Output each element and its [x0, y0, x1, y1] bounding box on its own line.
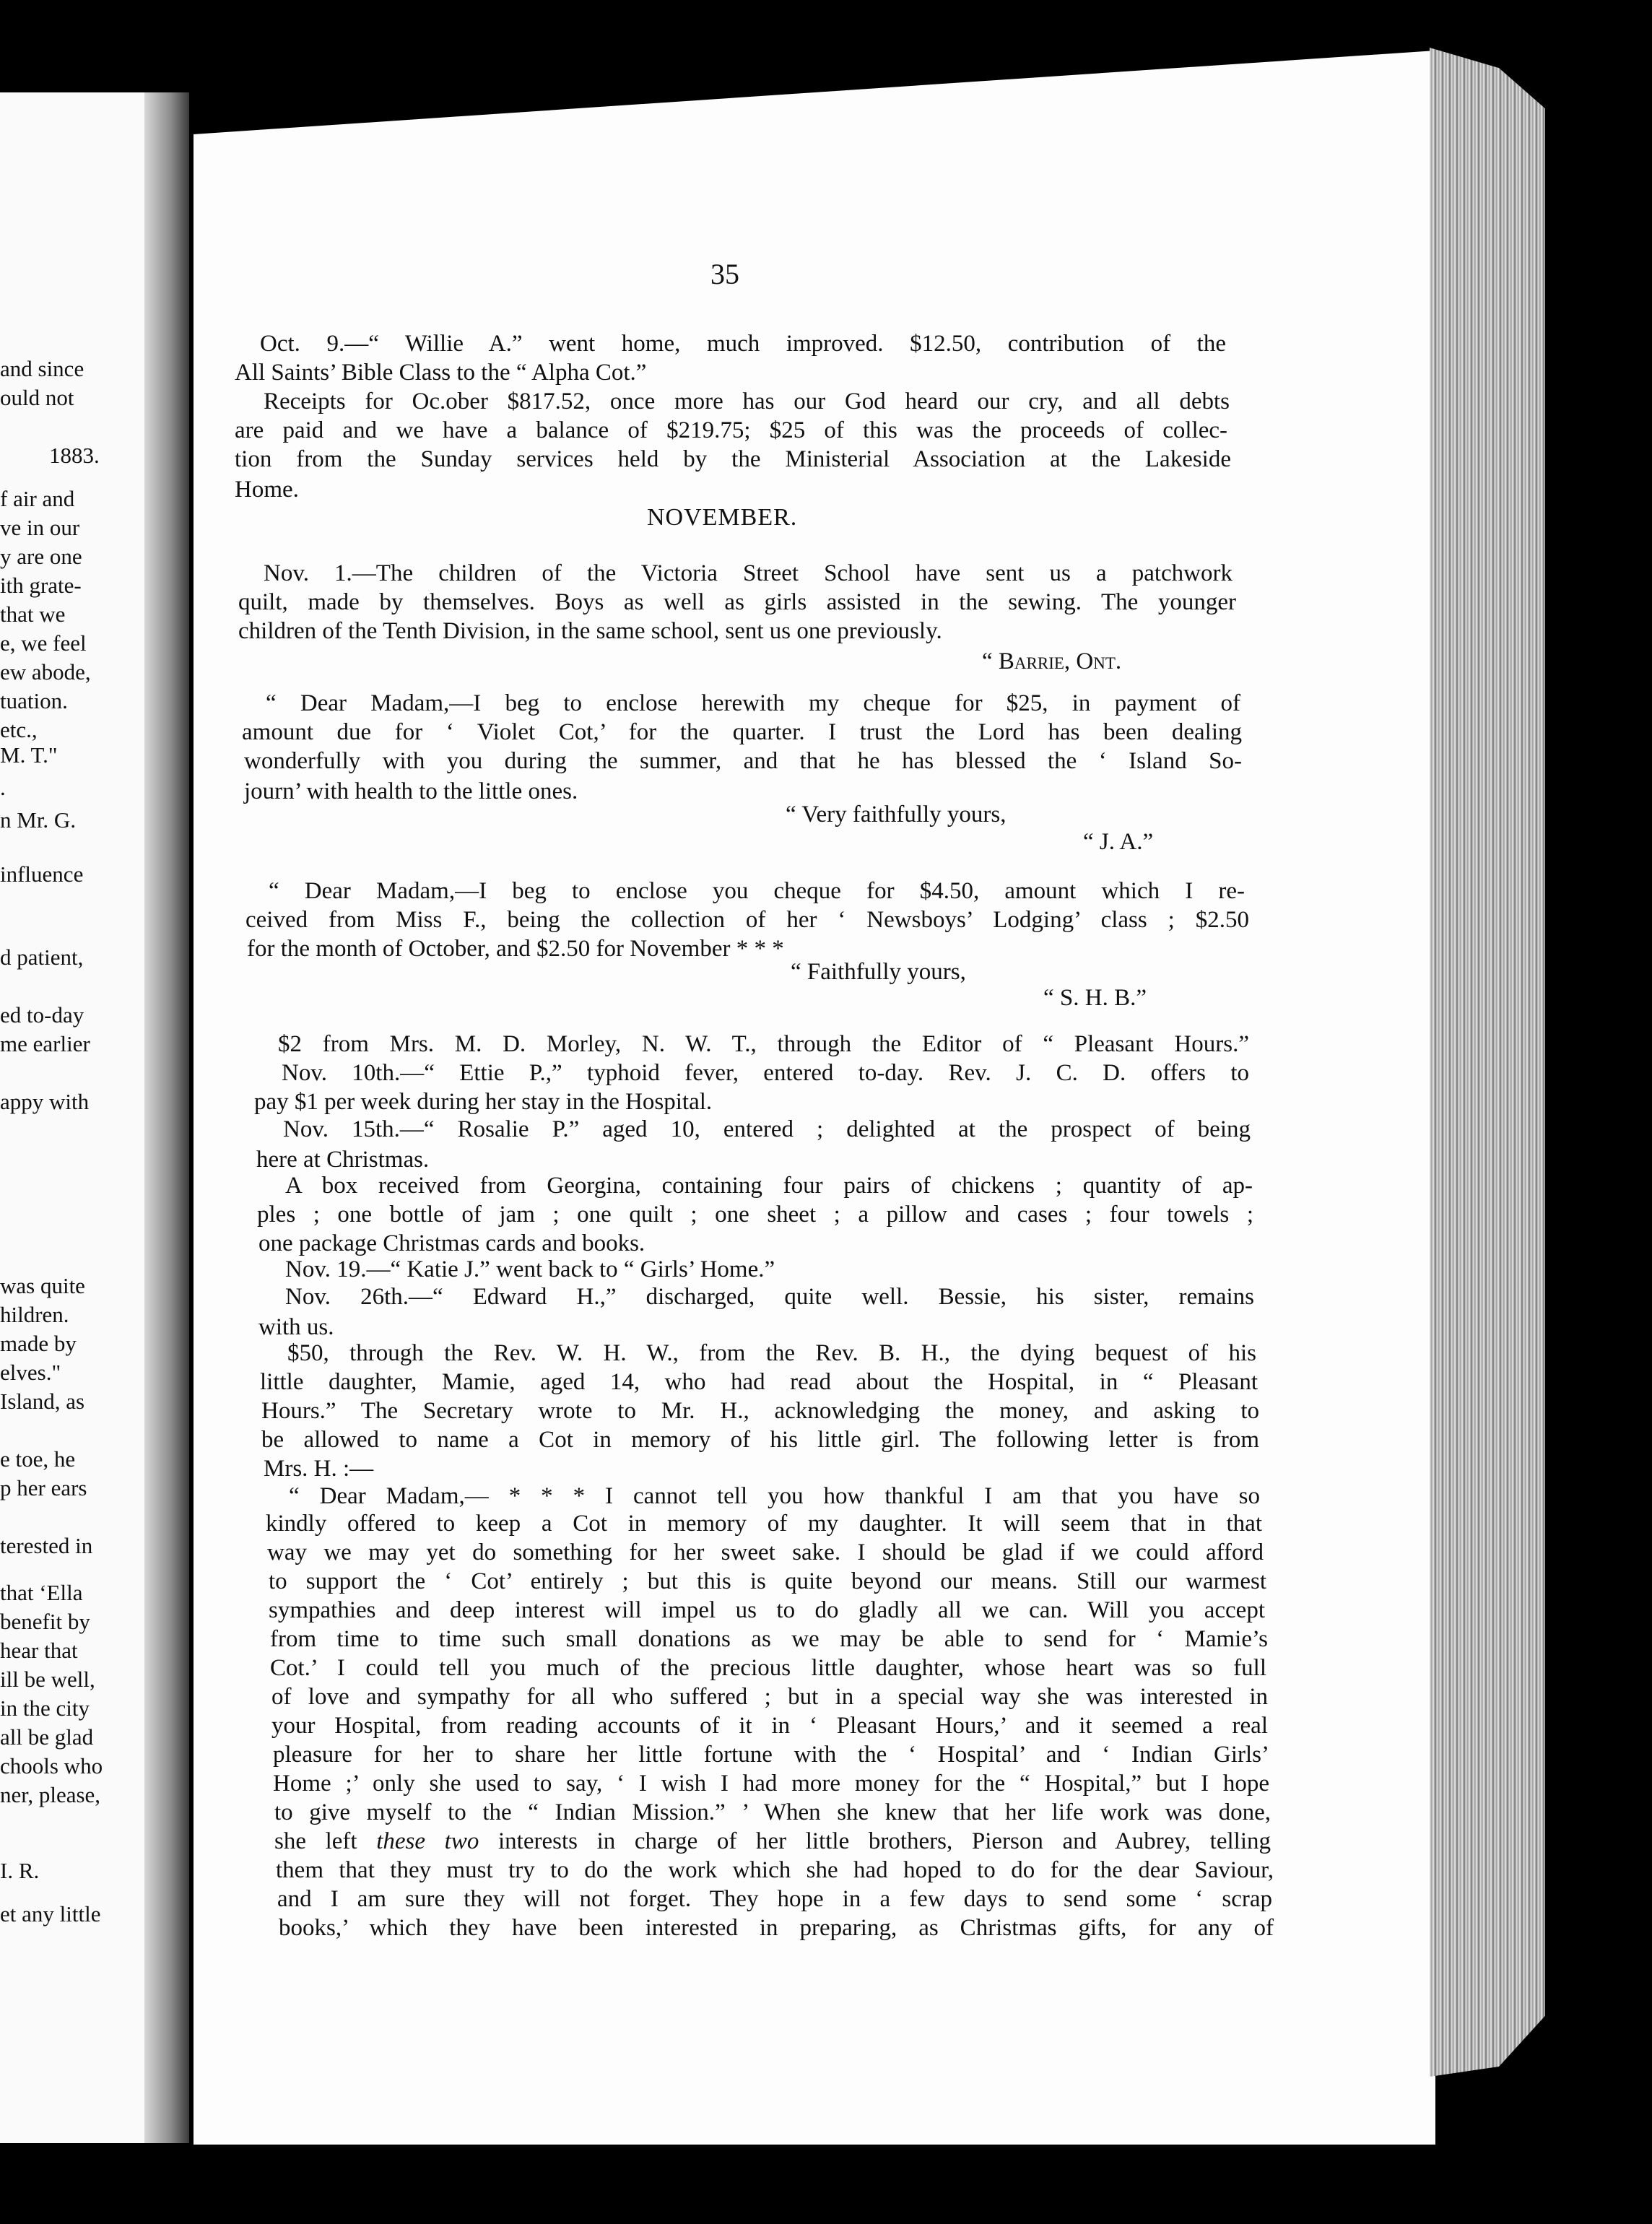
body-line: way we may yet do something for her sweet sake. I should be glad if we could afford [267, 1539, 1264, 1565]
left-page-line: ith grate- [0, 573, 82, 598]
left-page-line: ner, please, [0, 1782, 101, 1807]
body-line: pay $1 per week during her stay in the Hospital. [254, 1089, 713, 1115]
left-page-line: ve in our [0, 515, 80, 540]
left-page-line: influence [0, 861, 84, 887]
left-page-line: e toe, he [0, 1446, 76, 1472]
body-line: Hours.” The Secretary wrote to Mr. H., acknowledging the money, and asking to [261, 1398, 1259, 1424]
page-edges [1430, 48, 1545, 2077]
body-line: Receipts for Oc.ober $817.52, once more has our God heard our cry, and all debts [264, 388, 1230, 414]
body-line: A box received from Georgina, containing four pairs of chickens ; quantity of ap- [285, 1173, 1253, 1199]
body-line: pleasure for her to share her little fortune with the ‘ Hospital’ and ‘ Indian Girls’ [273, 1742, 1269, 1768]
left-page-line: and since [0, 356, 84, 381]
body-line: Mrs. H. :— [264, 1456, 374, 1482]
left-page-line: 1883. [49, 443, 100, 468]
body-line: are paid and we have a balance of $219.75; $25 of this was the proceeds of collec- [235, 417, 1227, 443]
left-page-line: d patient, [0, 944, 84, 970]
body-line: Home ;’ only she used to say, ‘ I wish I had more money for the “ Hospital,” but I hope [273, 1771, 1269, 1797]
left-page-line: tuation. [0, 688, 68, 713]
left-page-line: et any little [0, 1901, 101, 1927]
body-line: tion from the Sunday services held by the Ministerial Association at the Lakeside [235, 446, 1231, 472]
left-page-line: benefit by [0, 1609, 90, 1634]
left-page-line: y are one [0, 544, 82, 569]
left-page-line: hear that [0, 1638, 78, 1663]
left-page-line: me earlier [0, 1031, 90, 1056]
body-line: ples ; one bottle of jam ; one quilt ; one sheet ; a pillow and cases ; four towels ; [257, 1202, 1253, 1228]
body-line: “ J. A.” [1083, 829, 1154, 855]
body-line: of love and sympathy for all who suffered ; but in a special way she was interested in [271, 1684, 1268, 1710]
body-line: “ S. H. B.” [1043, 985, 1147, 1011]
body-line: books,’ which they have been interested in preparing, as Christmas gifts, for any of [279, 1915, 1274, 1941]
body-line: one package Christmas cards and books. [258, 1230, 645, 1256]
body-line: them that they must try to do the work which she had hoped to do for the dear Saviour, [276, 1857, 1274, 1883]
left-page-line: Island, as [0, 1389, 85, 1414]
left-page-line: p her ears [0, 1475, 87, 1500]
body-line: amount due for ‘ Violet Cot,’ for the quarter. I trust the Lord has been dealing [242, 719, 1242, 745]
italic-phrase: these two [376, 1828, 479, 1854]
left-page-line: made by [0, 1331, 77, 1356]
left-page-line: . [0, 775, 6, 800]
body-line: here at Christmas. [256, 1147, 430, 1173]
body-line: sympathies and deep interest will impel us to do gladly all we can. Will you accept [269, 1597, 1265, 1623]
body-line: Cot.’ I could tell you much of the precious little daughter, whose heart was so full [270, 1655, 1266, 1681]
body-line: for the month of October, and $2.50 for November * * * [247, 936, 784, 962]
body-line: ceived from Miss F., being the collection of her ‘ Newsboys’ Lodging’ class ; $2.50 [245, 907, 1249, 933]
left-page-line: appy with [0, 1089, 90, 1114]
left-page-line: chools who [0, 1753, 103, 1778]
left-page-line: I. R. [0, 1858, 40, 1883]
body-line: journ’ with health to the little ones. [244, 778, 578, 804]
body-line: “ Dear Madam,— * * * I cannot tell you how thankful I am that you have so [289, 1483, 1260, 1509]
body-line: Nov. 19.—“ Katie J.” went back to “ Girls’ Home.” [285, 1256, 775, 1282]
body-line: children of the Tenth Division, in the same school, sent us one previously. [238, 618, 942, 644]
body-line: quilt, made by themselves. Boys as well as girls assisted in the sewing. The younger [238, 589, 1236, 615]
left-page-line: in the city [0, 1695, 90, 1721]
body-line: “ Barrie, Ont. [982, 648, 1122, 674]
body-line: Oct. 9.—“ Willie A.” went home, much improved. $12.50, contribution of the [260, 331, 1226, 357]
body-line: little daughter, Mamie, aged 14, who had read about the Hospital, in “ Pleasant [260, 1369, 1258, 1395]
body-line: from time to time such small donations as we may be able to send for ‘ Mamie’s [270, 1626, 1268, 1652]
left-page-line: all be glad [0, 1724, 94, 1750]
left-page-line: e, we feel [0, 630, 87, 656]
body-line: to support the ‘ Cot’ entirely ; but this is quite beyond our means. Still our warmest [269, 1568, 1266, 1594]
body-line: your Hospital, from reading accounts of it in ‘ Pleasant Hours,’ and it seemed a real [271, 1713, 1268, 1739]
left-page-line: ill be well, [0, 1667, 95, 1692]
body-line: Nov. 10th.—“ Ettie P.,” typhoid fever, entered to-day. Rev. J. C. D. offers to [282, 1060, 1249, 1086]
left-page-line: n Mr. G. [0, 807, 77, 833]
body-line: “ Faithfully yours, [791, 959, 966, 985]
left-page-line: etc., [0, 717, 38, 742]
left-page-line: ew abode, [0, 659, 91, 685]
body-line: All Saints’ Bible Class to the “ Alpha Cot.” [235, 360, 647, 386]
left-page-line: that we [0, 601, 66, 627]
body-line: Nov. 1.—The children of the Victoria Street School have sent us a patchwork [264, 560, 1233, 586]
body-line: kindly offered to keep a Cot in memory of my daughter. It will seem that in that [266, 1511, 1262, 1537]
body-line: Home. [235, 477, 299, 503]
left-page-gutter [144, 92, 189, 2143]
left-page-line: was quite [0, 1273, 85, 1298]
body-line: $2 from Mrs. M. D. Morley, N. W. T., through the Editor of “ Pleasant Hours.” [278, 1031, 1249, 1057]
body-line: “ Dear Madam,—I beg to enclose herewith my cheque for $25, in payment of [266, 690, 1240, 716]
body-line: Nov. 26th.—“ Edward H.,” discharged, quite well. Bessie, his sister, remains [285, 1284, 1254, 1310]
body-line: to give myself to the “ Indian Mission.” ’ When she knew that her life work was done, [274, 1799, 1271, 1825]
left-page-line: ed to-day [0, 1002, 84, 1028]
body-line: “ Dear Madam,—I beg to enclose you cheque for $4.50, amount which I re- [269, 878, 1245, 904]
left-page-line: M. T." [0, 742, 58, 768]
body-line: and I am sure they will not forget. They hope in a few days to send some ‘ scrap [277, 1886, 1272, 1912]
left-page-line: f air and [0, 486, 75, 511]
left-page-line: hildren. [0, 1302, 69, 1327]
body-line: wonderfully with you during the summer, and that he has blessed the ‘ Island So- [244, 748, 1242, 774]
left-page-line: that ‘Ella [0, 1580, 83, 1605]
body-line: she left these two interests in charge of her little brothers, Pierson and Aubrey, telling [274, 1828, 1271, 1854]
body-line: $50, through the Rev. W. H. W., from the Rev. B. H., the dying bequest of his [287, 1340, 1256, 1366]
left-page-line: elves." [0, 1360, 61, 1385]
body-line: be allowed to name a Cot in memory of his little girl. The following letter is from [261, 1427, 1259, 1453]
body-line: with us. [258, 1314, 334, 1340]
body-line: Nov. 15th.—“ Rosalie P.” aged 10, entered ; delighted at the prospect of being [283, 1116, 1251, 1142]
left-page-line: ould not [0, 385, 74, 410]
section-heading: NOVEMBER. [647, 504, 798, 531]
left-page-line: terested in [0, 1533, 93, 1558]
body-line: “ Very faithfully yours, [786, 802, 1007, 828]
page-number: 35 [710, 258, 739, 290]
